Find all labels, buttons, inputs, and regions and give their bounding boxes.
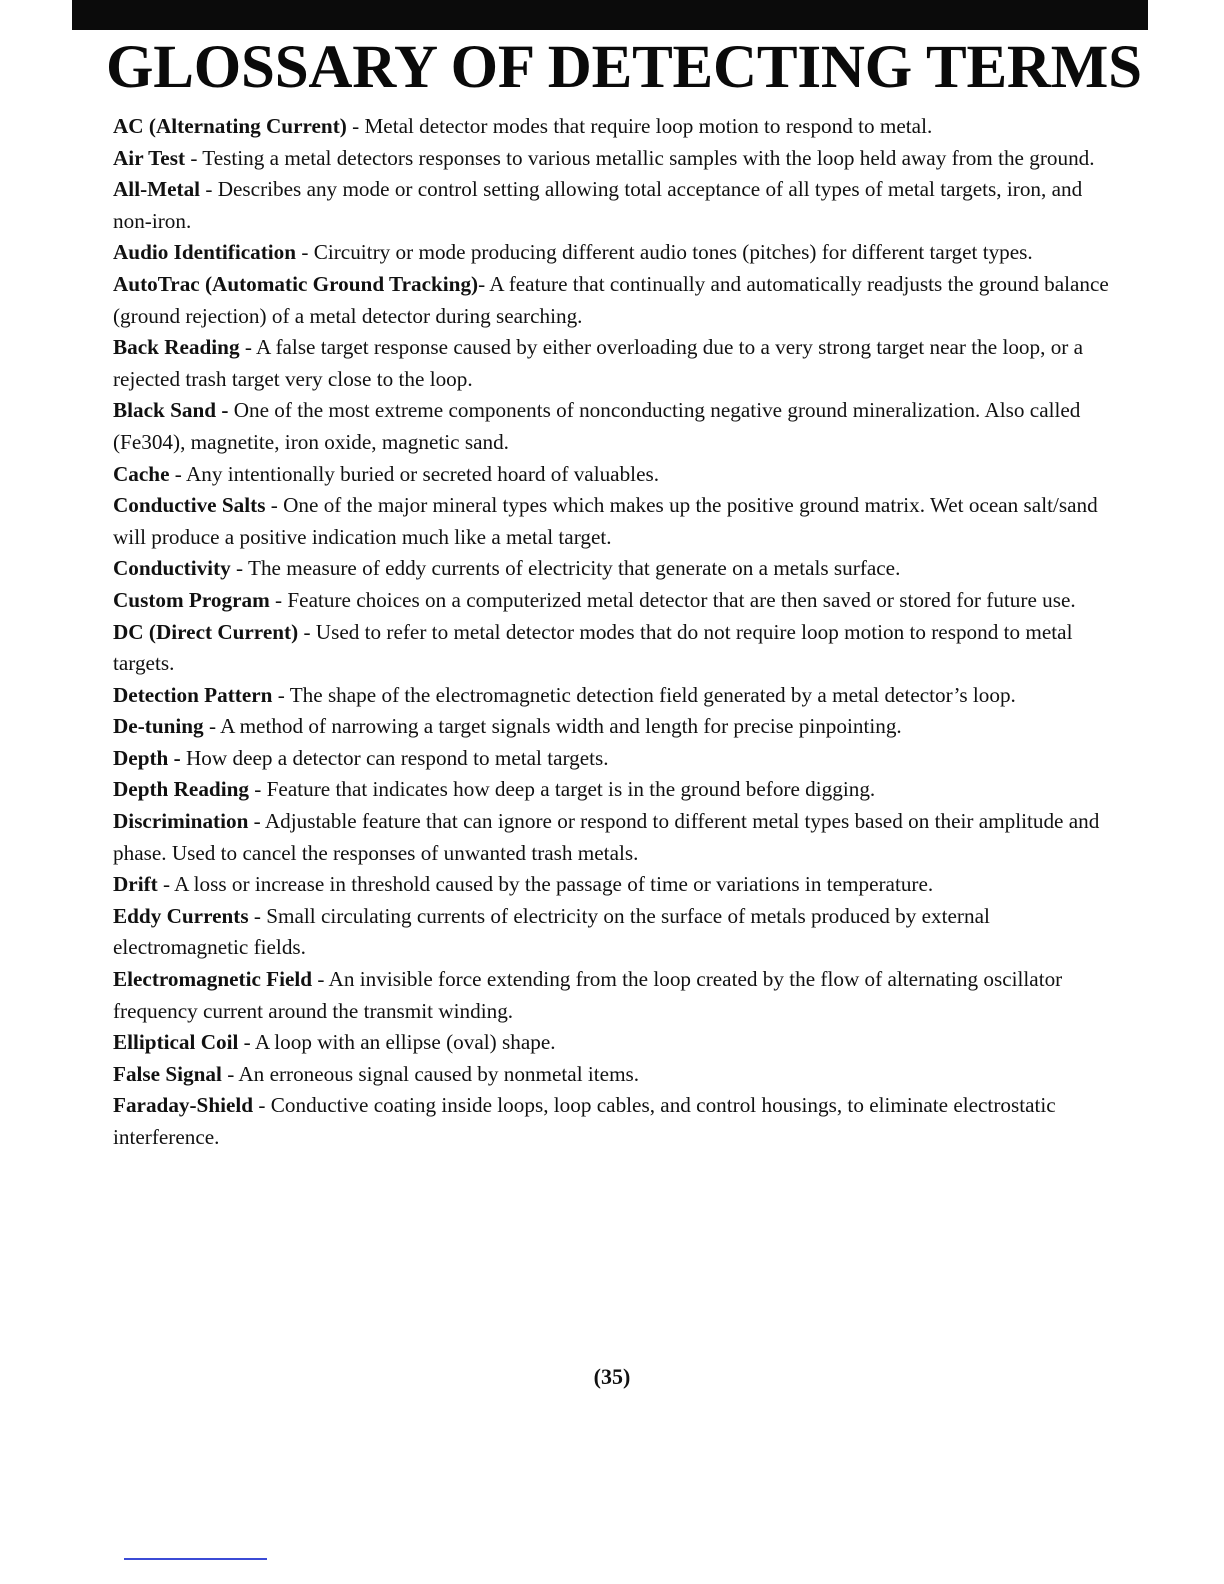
glossary-definition: - Metal detector modes that require loop motion to respond to metal. [346, 114, 933, 138]
glossary-entry [113, 585, 1123, 617]
glossary-entry [113, 269, 1123, 332]
glossary-definition: - Describes any mode or control setting allowing total acceptance of all types of metal targets, iron, and non-iron. [113, 177, 1083, 233]
glossary-term: Eddy Currents [113, 903, 249, 928]
glossary-entry [113, 964, 1123, 1027]
glossary-definition: - Any intentionally buried or secreted hoard of valuables. [169, 461, 660, 486]
bottom-rule [124, 1558, 267, 1560]
glossary-term: Elliptical Coil [113, 1030, 239, 1055]
glossary-definition: - Testing a metal detectors responses to various metallic samples with the loop held away from the ground. [185, 145, 1095, 170]
header-bar [72, 0, 1148, 30]
glossary-term: Conductive Salts [113, 493, 266, 518]
glossary-definition: - Feature that indicates how deep a target is in the ground before digging. [248, 777, 876, 802]
glossary-entry [113, 332, 1123, 395]
glossary-entry [113, 617, 1123, 680]
glossary-term: DC (Direct Current) [113, 619, 299, 644]
glossary-entry [113, 806, 1123, 869]
glossary-term: AC (Alternating Current) [113, 114, 347, 138]
glossary-entry [113, 143, 1123, 175]
glossary-entry [113, 111, 1123, 143]
glossary-term: Back Reading [113, 335, 240, 360]
glossary-definition: - Circuitry or mode producing different audio tones (pitches) for different target types. [296, 240, 1033, 265]
glossary-definition: - The shape of the electromagnetic detection field generated by a metal detector’s loop. [272, 682, 1016, 707]
glossary-definition: - Feature choices on a computerized metal detector that are then saved or stored for future use. [269, 587, 1076, 612]
glossary-term: AutoTrac (Automatic Ground Tracking) [113, 271, 479, 296]
glossary-definition: - A feature that continually and automatically readjusts the ground balance (ground rejection) of a metal detector during searching. [113, 271, 1109, 328]
glossary-entry [113, 553, 1123, 585]
glossary-term: De-tuning [113, 714, 204, 739]
glossary-term: Conductivity [113, 556, 231, 581]
glossary-definition: - An erroneous signal caused by nonmetal items. [221, 1061, 640, 1086]
glossary-entry [113, 1059, 1123, 1091]
glossary-definition: - Adjustable feature that can ignore or respond to different metal types based on their amplitude and phase. Used to cancel the responses of unwanted trash metals. [113, 809, 1100, 865]
glossary-definition: - Used to refer to metal detector modes that do not require loop motion to respond to metal targets. [113, 619, 1073, 676]
glossary-definition: - Conductive coating inside loops, loop cables, and control housings, to eliminate electrostatic interference. [113, 1093, 1056, 1149]
glossary-entry [113, 395, 1123, 458]
glossary-definition: How deep a detector can respond to metal targets. [180, 745, 609, 770]
glossary-entry [113, 1027, 1123, 1059]
glossary-entry [113, 774, 1123, 806]
glossary-entry [113, 459, 1123, 491]
glossary-entry [113, 237, 1123, 269]
glossary-term: Air Test [113, 145, 186, 170]
glossary-term: Detection Pattern [113, 682, 273, 707]
glossary-term: Black Sand - [113, 398, 229, 423]
glossary-term: Audio Identification [113, 240, 297, 265]
glossary-definition: One of the most extreme components of nonconducting negative ground mineralization. Also called (Fe304), magnetite, iron oxide, magnetic sand. [113, 398, 1081, 454]
glossary-entry [113, 743, 1123, 775]
glossary-definition: - One of the major mineral types which makes up the positive ground matrix. Wet ocean salt/sand will produce a positive indication much like a metal target. [113, 493, 1098, 549]
glossary-term: Discrimination [113, 809, 249, 834]
glossary-entry [113, 1090, 1123, 1153]
glossary-term: Custom Program [113, 587, 270, 612]
glossary-definition: - Small circulating currents of electricity on the surface of metals produced by external electromagnetic fields. [113, 903, 990, 960]
glossary-entry [113, 680, 1123, 712]
page-title: GLOSSARY OF DETECTING TERMS [106, 34, 1142, 101]
glossary-definition: - The measure of eddy currents of electricity that generate on a metals surface. [230, 556, 901, 581]
glossary-entry [113, 901, 1123, 964]
glossary-term: Depth Reading [113, 777, 249, 802]
glossary-term: Faraday-Shield [113, 1093, 254, 1118]
glossary-term: Drift [113, 872, 158, 897]
glossary-entry [113, 869, 1123, 901]
glossary-definition: - A loop with an ellipse (oval) shape. [238, 1030, 556, 1055]
glossary-definition: - A loss or increase in threshold caused by the passage of time or variations in temperature. [157, 872, 934, 897]
glossary-list [113, 111, 1123, 1154]
glossary-definition: - A false target response caused by either overloading due to a very strong target near the loop, or a rejected trash target very close to the loop. [113, 335, 1084, 391]
glossary-entry [113, 490, 1123, 553]
glossary-definition: - An invisible force extending from the loop created by the flow of alternating oscillator frequency current around the transmit winding. [113, 967, 1063, 1023]
glossary-definition: - A method of narrowing a target signals width and length for precise pinpointing. [203, 714, 902, 739]
page-number: (35) [593, 1364, 631, 1389]
glossary-term: Cache [113, 461, 170, 486]
glossary-entry [113, 174, 1123, 237]
glossary-entry [113, 711, 1123, 743]
glossary-term: Depth - [113, 745, 181, 770]
glossary-term: False Signal [113, 1061, 222, 1086]
glossary-term: Electromagnetic Field [113, 967, 313, 992]
glossary-term: All-Metal [113, 177, 201, 202]
